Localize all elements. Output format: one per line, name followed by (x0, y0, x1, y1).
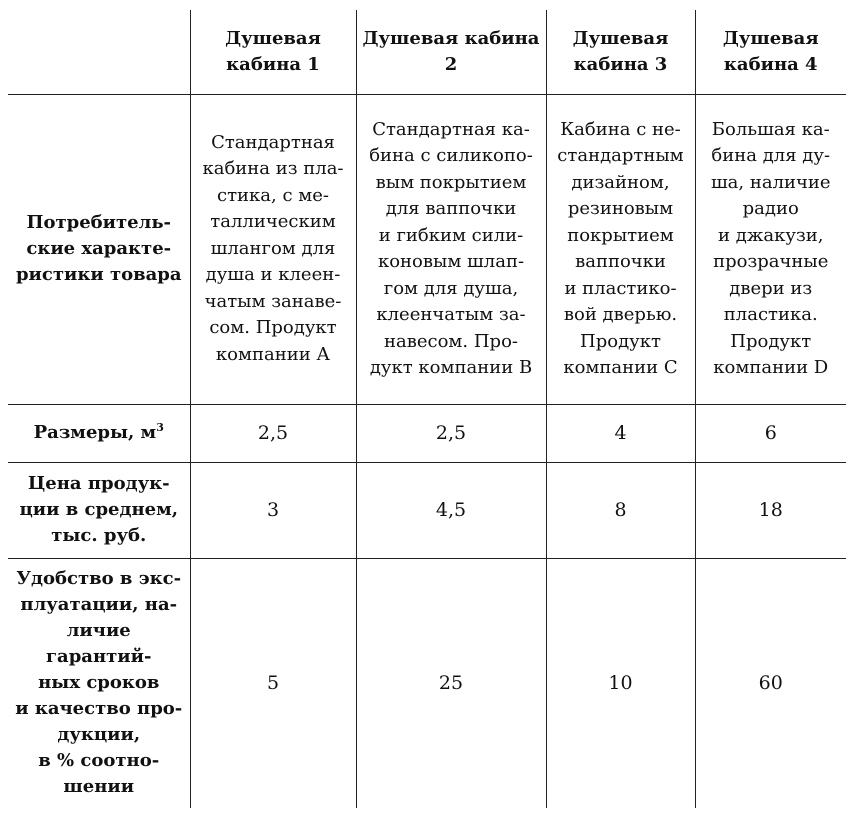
cell-comfort-cabin-4: 60 (695, 558, 846, 808)
cell-size-cabin-1: 2,5 (190, 404, 356, 462)
comparison-table (8, 10, 846, 808)
cell-comfort-cabin-1: 5 (190, 558, 356, 808)
cell-size-cabin-3: 4 (546, 404, 695, 462)
header-cell-cabin-2: Душевая кабина 2 (356, 10, 546, 94)
cell-features-cabin-1: Стандартная кабина из пла- стика, с ме- таллическим шлангом для душа и клеен- чатым занаве- сом. Продукт компании А (190, 94, 356, 404)
row-label-comfort: Удобство в экс- плуатации, на- личие гарантий- ных сроков и качество про- дукции, в % соотно- шении (8, 558, 190, 808)
table-row (8, 94, 846, 404)
header-cell-cabin-3: Душевая кабина 3 (546, 10, 695, 94)
cell-price-cabin-2: 4,5 (356, 462, 546, 558)
table-row (8, 404, 846, 462)
header-row (8, 10, 846, 94)
cell-price-cabin-4: 18 (695, 462, 846, 558)
cell-features-cabin-4: Большая ка- бина для ду- ша, наличие радио и джакузи, прозрачные двери из пластика. Продукт компании D (695, 94, 846, 404)
header-cell-cabin-4: Душевая кабина 4 (695, 10, 846, 94)
header-cell-empty (8, 10, 190, 94)
cell-size-cabin-4: 6 (695, 404, 846, 462)
cell-price-cabin-1: 3 (190, 462, 356, 558)
row-label-features: Потребитель- ские характе- ристики товара (8, 94, 190, 404)
table-row (8, 462, 846, 558)
cell-comfort-cabin-3: 10 (546, 558, 695, 808)
row-label-size-text: Размеры, м (33, 422, 157, 443)
cell-price-cabin-3: 8 (546, 462, 695, 558)
cell-features-cabin-3: Кабина с не- стандартным дизайном, резиновым покрытием ваппочки и пластико- вой дверью. Продукт компании С (546, 94, 695, 404)
header-cell-cabin-1: Душевая кабина 1 (190, 10, 356, 94)
row-label-size-superscript: 3 (156, 421, 164, 434)
table-row (8, 558, 846, 808)
row-label-size (8, 404, 190, 462)
cell-size-cabin-2: 2,5 (356, 404, 546, 462)
cell-comfort-cabin-2: 25 (356, 558, 546, 808)
row-label-price: Цена продук- ции в среднем, тыс. руб. (8, 462, 190, 558)
cell-features-cabin-2: Стандартная ка- бина с силикопо- вым покрытием для ваппочки и гибким сили- коновым шлап- гом для душа, клеенчатым за- навесом. Про- дукт компании В (356, 94, 546, 404)
